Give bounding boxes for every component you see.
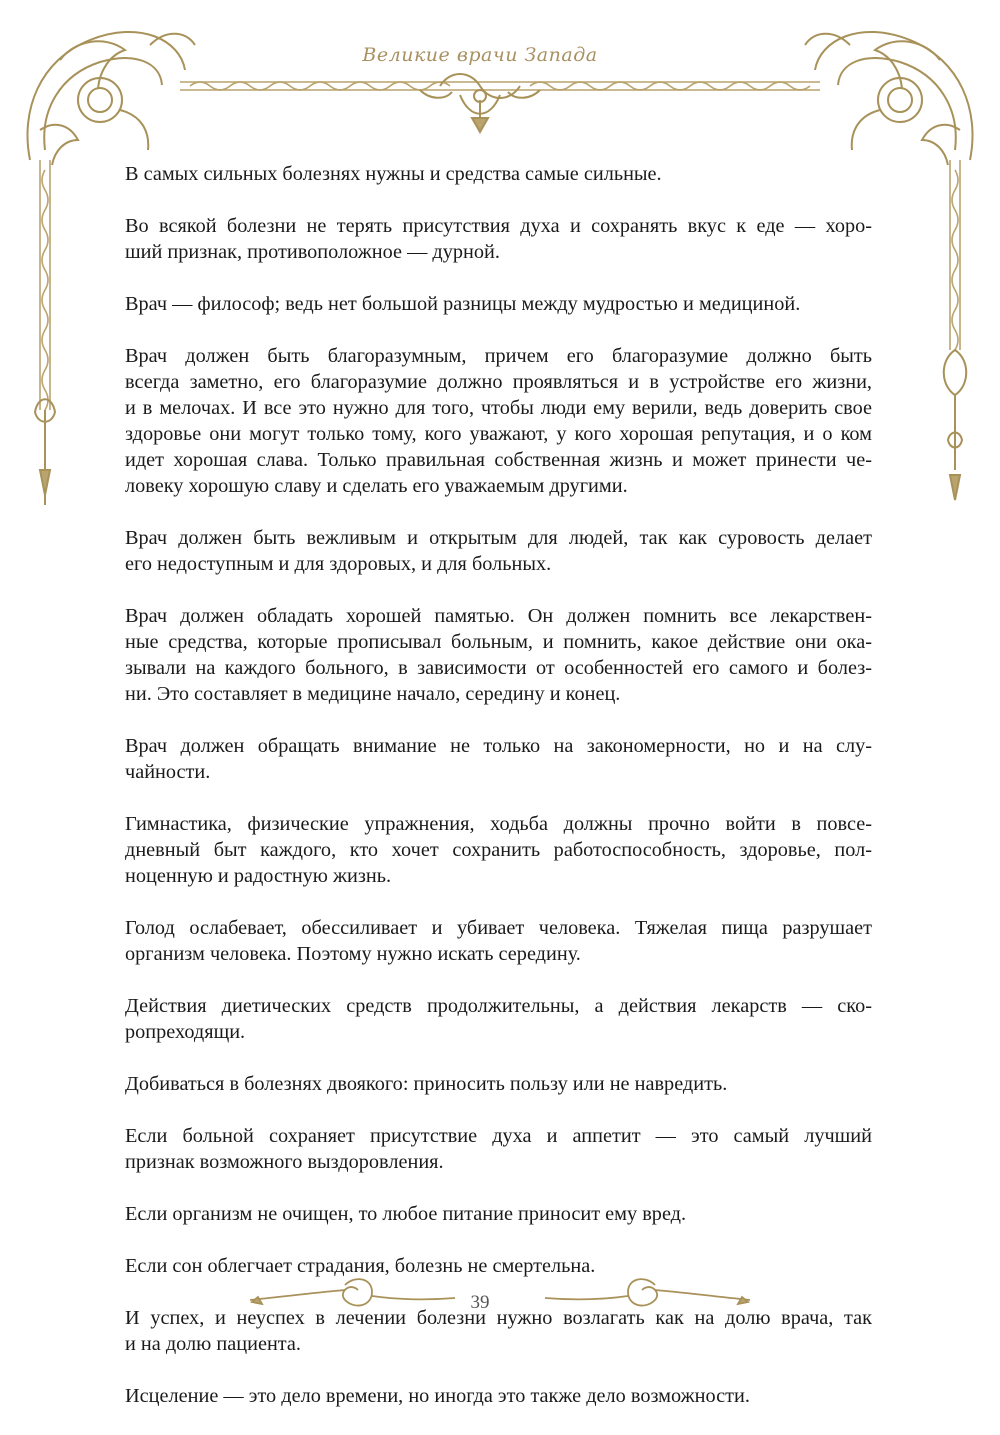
text-line: и на долю пациента.	[125, 1333, 301, 1355]
text-line: В самых сильных болезнях нужны и средства самые сильные.	[125, 163, 662, 185]
text-line: идет хорошая слава. Только правильная собственная жизнь и может принести че-	[125, 449, 872, 471]
text-line: Врач должен обращать внимание не только на закономерности, но и на слу-	[125, 735, 872, 757]
paragraph	[125, 213, 872, 265]
text-line: Голод ослабевает, обессиливает и убивает человека. Тяжелая пища разрушает	[125, 917, 872, 939]
paragraph	[125, 811, 872, 889]
paragraph	[125, 1383, 872, 1409]
paragraph	[125, 1071, 872, 1097]
text-line: Если больной сохраняет присутствие духа и аппетит — это самый лучший	[125, 1125, 872, 1147]
paragraph	[125, 1201, 872, 1227]
text-line: дневный быт каждого, кто хочет сохранить работоспособность, здоровье, пол-	[125, 839, 872, 861]
text-line: чайности.	[125, 761, 211, 783]
text-line: ший признак, противоположное — дурной.	[125, 241, 500, 263]
paragraph	[125, 291, 872, 317]
text-line: Врач должен быть благоразумным, причем его благоразумие должно быть	[125, 345, 872, 367]
text-line: признак возможного выздоровления.	[125, 1151, 444, 1173]
text-line: И успех, и неуспех в лечении болезни нужно возлагать как на долю врача, так	[125, 1307, 872, 1329]
text-line: Во всякой болезни не терять присутствия духа и сохранять вкус к еде — хоро-	[125, 215, 872, 237]
running-head-title: Великие врачи Запада	[362, 44, 598, 66]
text-line: Врач — философ; ведь нет большой разницы между мудростью и медициной.	[125, 293, 801, 315]
paragraph	[125, 161, 872, 187]
text-line: организм человека. Поэтому нужно искать середину.	[125, 943, 581, 965]
text-line: зывали на каждого больного, в зависимости от особенностей его самого и болез-	[125, 657, 872, 679]
paragraph	[125, 603, 872, 707]
text-line: Исцеление — это дело времени, но иногда это также дело возможности.	[125, 1385, 750, 1407]
paragraph	[125, 525, 872, 577]
paragraph	[125, 343, 872, 499]
text-line: Гимнастика, физические упражнения, ходьба должны прочно войти в повсе-	[125, 813, 872, 835]
top-wave-ornament	[190, 82, 810, 90]
text-line: здоровье они могут только тому, кого уважают, у кого хорошая репутация, и о ком	[125, 423, 872, 445]
text-line: и в мелочах. И все это нужно для того, чтобы люди ему верили, ведь доверить свое	[125, 397, 872, 419]
text-line: всегда заметно, его благоразумие должно проявляться и в устройстве его жизни,	[125, 371, 872, 393]
text-line: ноценную и радостную жизнь.	[125, 865, 392, 887]
paragraph	[125, 1123, 872, 1175]
text-line: его недоступным и для здоровых, и для больных.	[125, 553, 552, 575]
page-number: 39	[470, 1292, 490, 1313]
text-line: Действия диетических средств продолжительны, а действия лекарств — ско-	[125, 995, 872, 1017]
text-line: Если сон облегчает страдания, болезнь не смертельна.	[125, 1255, 596, 1277]
text-line: ропреходящи.	[125, 1021, 246, 1043]
left-pendant	[35, 399, 55, 505]
text-line: Если организм не очищен, то любое питание приносит ему вред.	[125, 1203, 687, 1225]
right-pendant	[944, 350, 967, 500]
text-line: ные средства, которые прописывал больным, и помнить, какое действие они ока-	[125, 631, 872, 653]
paragraph	[125, 733, 872, 785]
body-text	[125, 161, 872, 1435]
paragraph	[125, 915, 872, 967]
paragraph	[125, 993, 872, 1045]
text-line: Добиваться в болезнях двоякого: приносить пользу или не навредить.	[125, 1073, 728, 1095]
text-line: ловеку хорошую славу и сделать его уважаемым другими.	[125, 475, 628, 497]
paragraph	[125, 1253, 872, 1279]
text-line: Врач должен обладать хорошей памятью. Он должен помнить все лекарствен-	[125, 605, 872, 627]
text-line: ни. Это составляет в медицине начало, середину и конец.	[125, 683, 621, 705]
text-line: Врач должен быть вежливым и открытым для людей, так как суровость делает	[125, 527, 872, 549]
